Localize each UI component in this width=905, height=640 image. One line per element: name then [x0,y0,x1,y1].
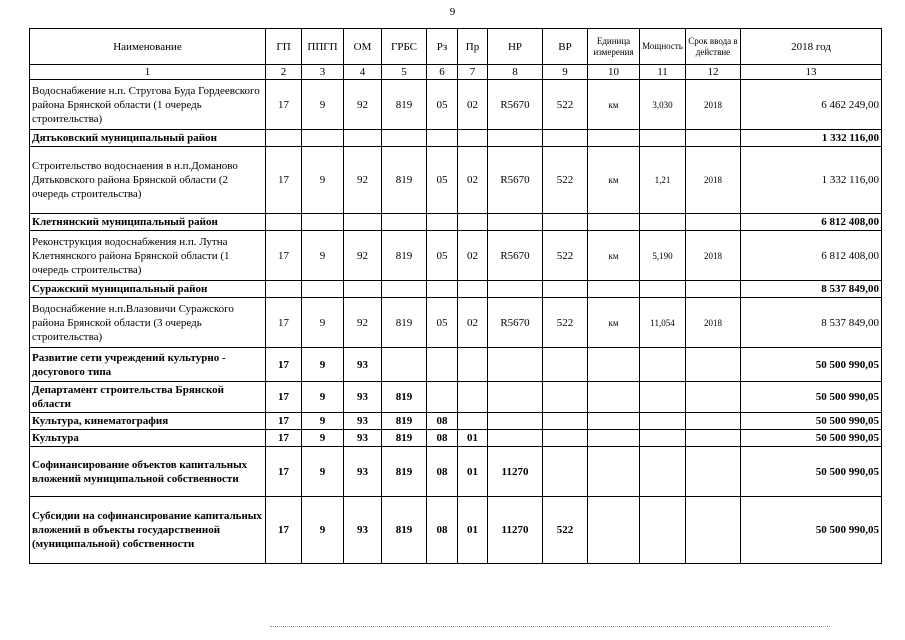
row-name: Клетнянский муниципальный район [30,214,266,231]
row-cell [458,281,488,298]
row-cell [588,382,640,413]
header-grbs: ГРБС [382,29,427,65]
row-cell: 17 [266,298,302,348]
row-name: Строительство водоснаения в н.п.Доманово Дятьковского района Брянской области (2 очередь строительства) [30,147,266,214]
row-cell: 93 [344,497,382,564]
column-number: 4 [344,65,382,80]
header-unit: Единица измерения [588,29,640,65]
row-cell: 93 [344,348,382,382]
row-cell: 17 [266,497,302,564]
row-cell: км [588,80,640,130]
district-row [30,281,882,298]
column-number: 12 [686,65,741,80]
header-pr: Пр [458,29,488,65]
row-cell: 02 [458,298,488,348]
scan-artifact-line [270,626,830,629]
header-row [30,29,882,65]
column-number: 3 [302,65,344,80]
row-cell [488,348,543,382]
row-cell [382,214,427,231]
row-cell: 2018 [686,147,741,214]
table-row [30,447,882,497]
row-cell [686,382,741,413]
row-cell: 1,21 [640,147,686,214]
row-cell [488,214,543,231]
page-number: 9 [449,6,456,18]
table-row [30,348,882,382]
row-cell: 9 [302,447,344,497]
row-cell: 9 [302,382,344,413]
row-cell: 11,054 [640,298,686,348]
row-cell [427,382,458,413]
column-number: 10 [588,65,640,80]
row-cell: 92 [344,147,382,214]
header-commissioning: Срок ввода в действие [686,29,741,65]
row-cell: 819 [382,447,427,497]
row-cell [302,214,344,231]
row-cell [640,382,686,413]
row-cell: 522 [543,298,588,348]
row-cell: 9 [302,231,344,281]
row-cell: 02 [458,80,488,130]
row-cell: 05 [427,298,458,348]
row-cell: 819 [382,231,427,281]
row-cell: R5670 [488,298,543,348]
row-name: Водоснабжение н.п. Стругова Буда Гордеевского района Брянской области (1 очередь строительства) [30,80,266,130]
row-cell [640,447,686,497]
row-cell: 11270 [488,497,543,564]
row-name: Департамент строительства Брянской области [30,382,266,413]
row-cell: 93 [344,430,382,447]
row-cell [543,413,588,430]
row-cell [458,413,488,430]
row-cell: 522 [543,497,588,564]
table-body [30,80,882,564]
district-row [30,214,882,231]
row-cell: 05 [427,80,458,130]
row-cell [686,430,741,447]
row-cell [458,130,488,147]
row-cell [588,348,640,382]
row-cell [488,130,543,147]
row-cell: 92 [344,80,382,130]
row-cell: 3,030 [640,80,686,130]
row-cell [686,413,741,430]
row-cell: 17 [266,447,302,497]
row-cell: 05 [427,147,458,214]
row-amount: 50 500 990,05 [741,348,882,382]
row-cell: 9 [302,147,344,214]
row-name: Реконструкция водоснабжения н.п. Лутна Клетнянского района Брянской области (1 очередь строительства) [30,231,266,281]
row-cell: 819 [382,80,427,130]
row-cell [488,281,543,298]
row-cell [640,348,686,382]
row-cell: 17 [266,147,302,214]
row-cell: 819 [382,147,427,214]
row-cell [640,130,686,147]
row-cell [344,281,382,298]
row-amount: 50 500 990,05 [741,413,882,430]
column-number: 9 [543,65,588,80]
row-cell [427,214,458,231]
row-cell [488,413,543,430]
row-cell [640,413,686,430]
table-row [30,231,882,281]
row-cell: 93 [344,447,382,497]
row-cell [344,214,382,231]
header-gp: ГП [266,29,302,65]
row-cell: 9 [302,413,344,430]
row-cell: 819 [382,413,427,430]
column-number: 2 [266,65,302,80]
row-cell [543,130,588,147]
row-cell [543,214,588,231]
row-cell [686,130,741,147]
row-cell [266,214,302,231]
row-name: Субсидии на софинансирование капитальных вложений в объекты государственной (муниципальной) собственности [30,497,266,564]
row-cell [543,348,588,382]
row-cell [640,497,686,564]
row-cell [488,382,543,413]
row-cell: 9 [302,430,344,447]
row-cell [588,497,640,564]
row-cell [458,348,488,382]
row-name: Суражский муниципальный район [30,281,266,298]
row-cell: 11270 [488,447,543,497]
row-cell [686,447,741,497]
row-amount: 6 462 249,00 [741,80,882,130]
row-cell: 5,190 [640,231,686,281]
row-cell: 2018 [686,298,741,348]
header-vr: ВР [543,29,588,65]
row-cell [427,281,458,298]
row-cell: 9 [302,80,344,130]
row-cell [588,130,640,147]
row-cell: 819 [382,382,427,413]
row-cell [588,214,640,231]
row-cell [488,430,543,447]
row-cell: 522 [543,147,588,214]
header-capacity: Мощность [640,29,686,65]
row-amount: 1 332 116,00 [741,130,882,147]
row-cell: 92 [344,298,382,348]
row-cell [543,281,588,298]
header-ppgp: ППГП [302,29,344,65]
column-number: 6 [427,65,458,80]
row-cell [686,214,741,231]
table-row [30,413,882,430]
row-name: Культура, кинематография [30,413,266,430]
district-row [30,130,882,147]
row-cell [686,281,741,298]
row-amount: 8 537 849,00 [741,281,882,298]
row-cell [266,130,302,147]
row-cell: 93 [344,382,382,413]
header-rz: Рз [427,29,458,65]
table-row [30,382,882,413]
row-cell [382,348,427,382]
row-cell: 01 [458,497,488,564]
row-cell [344,130,382,147]
row-cell: 17 [266,231,302,281]
row-cell: 93 [344,413,382,430]
column-number: 11 [640,65,686,80]
row-cell [686,348,741,382]
header-nr: НР [488,29,543,65]
row-cell [588,430,640,447]
row-cell [588,413,640,430]
column-number: 13 [741,65,882,80]
row-cell: 08 [427,413,458,430]
row-cell: км [588,298,640,348]
row-cell: 02 [458,231,488,281]
row-cell [543,430,588,447]
row-cell: 9 [302,298,344,348]
row-cell [588,281,640,298]
row-cell: 9 [302,497,344,564]
row-cell [588,447,640,497]
row-cell: R5670 [488,80,543,130]
row-amount: 6 812 408,00 [741,214,882,231]
row-cell [543,382,588,413]
row-name: Культура [30,430,266,447]
row-cell: км [588,231,640,281]
row-cell: 02 [458,147,488,214]
table-row [30,430,882,447]
row-cell: 17 [266,80,302,130]
row-cell: 522 [543,231,588,281]
row-cell: 17 [266,348,302,382]
row-cell: 2018 [686,80,741,130]
row-amount: 1 332 116,00 [741,147,882,214]
row-cell [543,447,588,497]
header-name: Наименование [30,29,266,65]
row-cell: R5670 [488,147,543,214]
row-cell: 08 [427,447,458,497]
budget-table [29,28,882,564]
row-amount: 50 500 990,05 [741,430,882,447]
row-cell [266,281,302,298]
row-amount: 50 500 990,05 [741,497,882,564]
row-name: Софинансирование объектов капитальных вложений муниципальной собственности [30,447,266,497]
row-amount: 50 500 990,05 [741,447,882,497]
row-cell [458,382,488,413]
column-number-row [30,65,882,80]
row-cell [382,281,427,298]
row-cell: 08 [427,430,458,447]
header-year: 2018 год [741,29,882,65]
row-cell [302,281,344,298]
row-name: Водоснабжение н.п.Влазовичи Суражского района Брянской области (3 очередь строительства) [30,298,266,348]
row-cell: 819 [382,430,427,447]
row-cell: 92 [344,231,382,281]
table-row [30,298,882,348]
column-number: 8 [488,65,543,80]
row-cell: 522 [543,80,588,130]
row-cell [427,348,458,382]
row-cell: 08 [427,497,458,564]
table-row [30,147,882,214]
row-cell [686,497,741,564]
row-cell [302,130,344,147]
row-amount: 6 812 408,00 [741,231,882,281]
row-amount: 8 537 849,00 [741,298,882,348]
row-name: Развитие сети учреждений культурно - досугового типа [30,348,266,382]
table-row [30,80,882,130]
row-name: Дятьковский муниципальный район [30,130,266,147]
column-number: 1 [30,65,266,80]
row-cell: 17 [266,382,302,413]
row-cell: R5670 [488,231,543,281]
row-cell [427,130,458,147]
row-cell: 01 [458,447,488,497]
row-cell [382,130,427,147]
row-cell: 17 [266,430,302,447]
row-cell [458,214,488,231]
header-om: ОМ [344,29,382,65]
column-number: 7 [458,65,488,80]
row-amount: 50 500 990,05 [741,382,882,413]
row-cell: 05 [427,231,458,281]
row-cell [640,430,686,447]
column-number: 5 [382,65,427,80]
row-cell [640,281,686,298]
row-cell: 2018 [686,231,741,281]
row-cell: 9 [302,348,344,382]
row-cell: км [588,147,640,214]
row-cell: 17 [266,413,302,430]
row-cell [640,214,686,231]
row-cell: 819 [382,497,427,564]
row-cell: 819 [382,298,427,348]
table-row [30,497,882,564]
row-cell: 01 [458,430,488,447]
